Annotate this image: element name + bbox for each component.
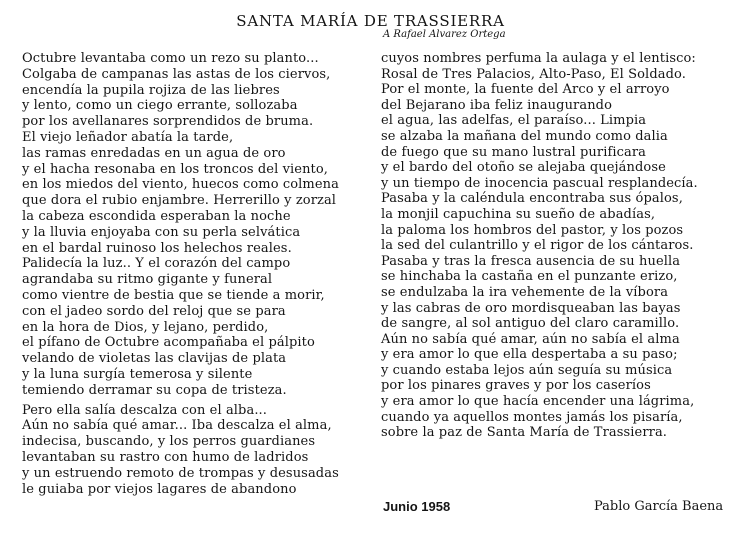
verse-line: que dora el rubio enjambre. Herrerillo y zorzal [22, 193, 337, 209]
verse-line: y era amor lo que ella despertaba a su paso; [381, 347, 678, 363]
verse-line: Por el monte, la fuente del Arco y el arroyo [381, 82, 670, 98]
verse-line: la monjil capuchina su sueño de abadías, [381, 206, 656, 222]
verse-line: y el hacha resonaba en los troncos del viento, [22, 161, 329, 177]
verse-line: la cabeza escondida esperaban la noche [22, 208, 291, 224]
verse-line: velando de violetas las clavijas de plata [22, 351, 287, 367]
verse-line: y un tiempo de inocencia pascual resplandecía. [381, 175, 698, 191]
verse-line: con el jadeo sordo del reloj que se para [22, 303, 286, 319]
verse-line: Pero ella salía descalza con el alba... [22, 402, 268, 418]
verse-line: por los pinares graves y por los caseríos [381, 378, 651, 394]
stanza-2 [22, 403, 358, 498]
verse-line: y un estruendo remoto de trompas y desusadas [22, 465, 339, 481]
verse-line: y el bardo del otoño se alejaba quejándose [381, 160, 666, 176]
verse-line: de fuego que su mano lustral purificara [381, 144, 647, 160]
verse-line: agrandaba su ritmo gigante y funeral [22, 272, 273, 288]
right-column-lines [381, 51, 721, 441]
poem-date: Junio 1958 [383, 499, 451, 514]
verse-line: la paloma los hombros del pastor, y los pozos [381, 222, 684, 238]
poem-title: SANTA MARÍA DE TRASSIERRA [236, 12, 505, 30]
verse-line: Palidecía la luz.. Y el corazón del campo [22, 256, 291, 272]
verse-line: la sed del culantrillo y el rigor de los cántaros. [381, 238, 694, 254]
verse-line: cuyos nombres perfuma la aulaga y el lentisco: [381, 51, 696, 66]
verse-line: El viejo leñador abatía la tarde, [22, 129, 234, 145]
stanza-1 [22, 51, 358, 399]
right-column [381, 51, 721, 441]
verse-line: el agua, las adelfas, el paraíso... Limpia [381, 113, 647, 129]
verse-line: y lento, como un ciego errante, sollozaba [22, 98, 298, 114]
verse-line: se alzaba la mañana del mundo como dalia [381, 128, 668, 144]
verse-line: encendía la pupila rojiza de las liebres [22, 82, 280, 98]
verse-line: indecisa, buscando, y los perros guardianes [22, 434, 316, 450]
verse-line: Pasaba y tras la fresca ausencia de su huella [381, 253, 681, 269]
verse-line: y la luna surgía temerosa y silente [22, 366, 253, 382]
verse-line: Pasaba y la caléndula encontraba sus ópalos, [381, 191, 683, 207]
verse-line: como vientre de bestia que se tiende a morir, [22, 287, 325, 303]
verse-line: de sangre, al sol antiguo del claro caramillo. [381, 316, 680, 332]
verse-line: Aún no sabía qué amar... Iba descalza el alma, [22, 418, 332, 434]
verse-line: se endulzaba la ira vehemente de la víbora [381, 284, 669, 300]
verse-line: le guiaba por viejos lagares de abandono [22, 481, 297, 497]
left-column [22, 51, 358, 497]
verse-line: Rosal de Tres Palacios, Alto-Paso, El Soldado. [381, 66, 686, 82]
verse-line: y cuando estaba lejos aún seguía su música [381, 362, 673, 378]
verse-line: cuando ya aquellos montes jamás los pisaría, [381, 409, 683, 425]
verse-line: sobre la paz de Santa María de Trassierra. [381, 425, 668, 441]
verse-line: las ramas enredadas en un agua de oro [22, 145, 286, 161]
poem-author: Pablo García Baena [594, 499, 724, 514]
verse-line: el pífano de Octubre acompañaba el pálpito [22, 335, 315, 351]
verse-line: temiendo derramar su copa de tristeza. [22, 382, 287, 398]
poem-dedication: A Rafael Alvarez Ortega [383, 29, 506, 40]
verse-line: Octubre levantaba como un rezo su planto... [22, 51, 319, 66]
verse-line: y la lluvia enjoyaba con su perla selvática [22, 224, 301, 240]
verse-line: levantaban su rastro con humo de ladridos [22, 449, 309, 465]
verse-line: y era amor lo que hacía encender una lágrima, [381, 394, 695, 410]
verse-line: en los miedos del viento, huecos como colmena [22, 177, 339, 193]
verse-line: se hinchaba la castaña en el punzante erizo, [381, 269, 678, 285]
verse-line: Aún no sabía qué amar, aún no sabía el alma [381, 331, 680, 347]
verse-line: en el bardal ruinoso los helechos reales. [22, 240, 292, 256]
verse-line: Colgaba de campanas las astas de los ciervos, [22, 66, 331, 82]
verse-line: del Bejarano iba feliz inaugurando [381, 97, 613, 113]
verse-line: y las cabras de oro mordisqueaban las bayas [381, 300, 681, 316]
verse-line: en la hora de Dios, y lejano, perdido, [22, 319, 269, 335]
verse-line: por los avellanares sorprendidos de bruma. [22, 114, 314, 130]
